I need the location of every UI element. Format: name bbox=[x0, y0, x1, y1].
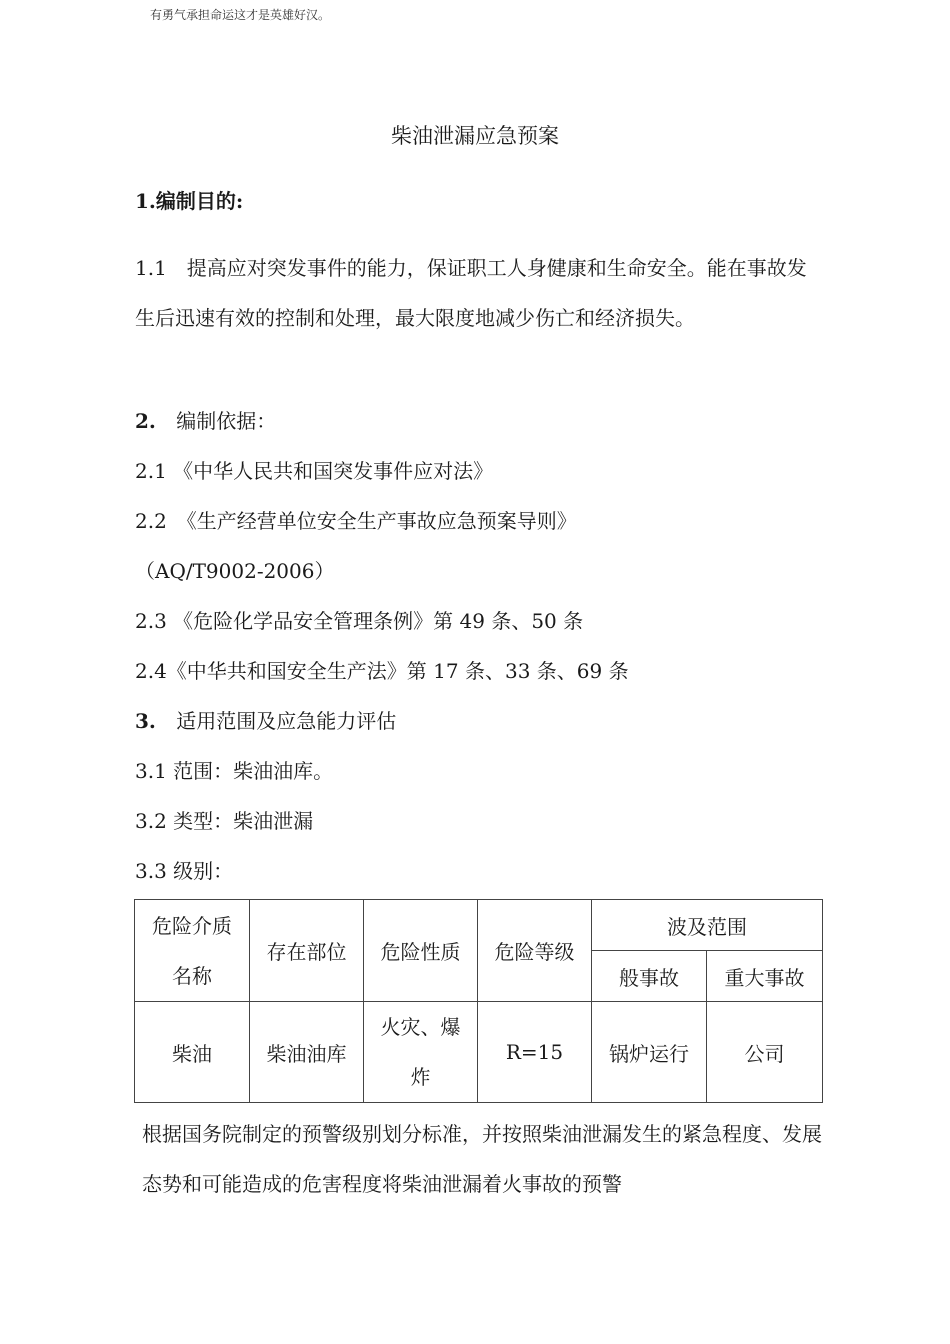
header-scope: 波及范围 bbox=[592, 900, 823, 951]
line-2-2-code: （AQ/T9002-2006） bbox=[135, 559, 335, 583]
cell-general: 锅炉运行 bbox=[592, 1002, 707, 1103]
section-2-heading bbox=[135, 405, 276, 434]
cell-nature bbox=[364, 1002, 478, 1103]
line-2-1: 2.1 《中华人民共和国突发事件应对法》 bbox=[135, 459, 494, 483]
line-2-4: 2.4《中华共和国安全生产法》第 17 条、33 条、69 条 bbox=[135, 659, 629, 683]
header-medium-line1: 危险介质 bbox=[152, 913, 232, 938]
header-medium-name bbox=[135, 900, 250, 1002]
line-3-1: 3.1 范围：柴油油库。 bbox=[135, 759, 334, 783]
header-general-accident: 般事故 bbox=[592, 951, 707, 1002]
section-3-number: 3. bbox=[135, 709, 156, 733]
line-2-2: 2.2 《生产经营单位安全生产事故应急预案导则》 bbox=[135, 509, 577, 533]
header-major-accident: 重大事故 bbox=[707, 951, 823, 1002]
page-title: 柴油泄漏应急预案 bbox=[391, 124, 559, 148]
section-2-text: 编制依据： bbox=[176, 409, 277, 433]
section-1-heading: 1.编制目的: bbox=[135, 189, 244, 213]
line-3-3: 3.3 级别： bbox=[135, 859, 234, 883]
header-location: 存在部位 bbox=[250, 900, 364, 1002]
header-medium-line2: 名称 bbox=[172, 963, 212, 988]
cell-nature-line1: 火灾、爆 bbox=[380, 1015, 461, 1039]
section-3-text: 适用范围及应急能力评估 bbox=[176, 709, 397, 733]
header-level: 危险等级 bbox=[478, 900, 592, 1002]
section-3-heading bbox=[135, 705, 396, 734]
section-2-number: 2. bbox=[135, 409, 156, 433]
hazard-level-table bbox=[134, 899, 823, 1103]
line-2-3: 2.3 《危险化学品安全管理条例》第 49 条、50 条 bbox=[135, 609, 584, 633]
cell-location: 柴油油库 bbox=[250, 1002, 364, 1103]
paragraph-1-1: 1.1 提高应对突发事件的能力，保证职工人身健康和生命安全。能在事故发生后迅速有效的控制和处理，最大限度地减少伤亡和经济损失。 bbox=[135, 256, 807, 330]
cell-level: R=15 bbox=[478, 1002, 592, 1103]
paragraph-warning-level: 根据国务院制定的预警级别划分标准，并按照柴油泄漏发生的紧急程度、发展态势和可能造成的危害程度将柴油泄漏着火事故的预警 bbox=[142, 1122, 822, 1196]
header-nature: 危险性质 bbox=[364, 900, 478, 1002]
cell-medium: 柴油 bbox=[135, 1002, 250, 1103]
header-note: 有勇气承担命运这才是英雄好汉。 bbox=[150, 8, 331, 22]
line-3-2: 3.2 类型：柴油泄漏 bbox=[135, 809, 314, 833]
cell-major: 公司 bbox=[707, 1002, 823, 1103]
cell-nature-line2: 炸 bbox=[410, 1065, 431, 1089]
